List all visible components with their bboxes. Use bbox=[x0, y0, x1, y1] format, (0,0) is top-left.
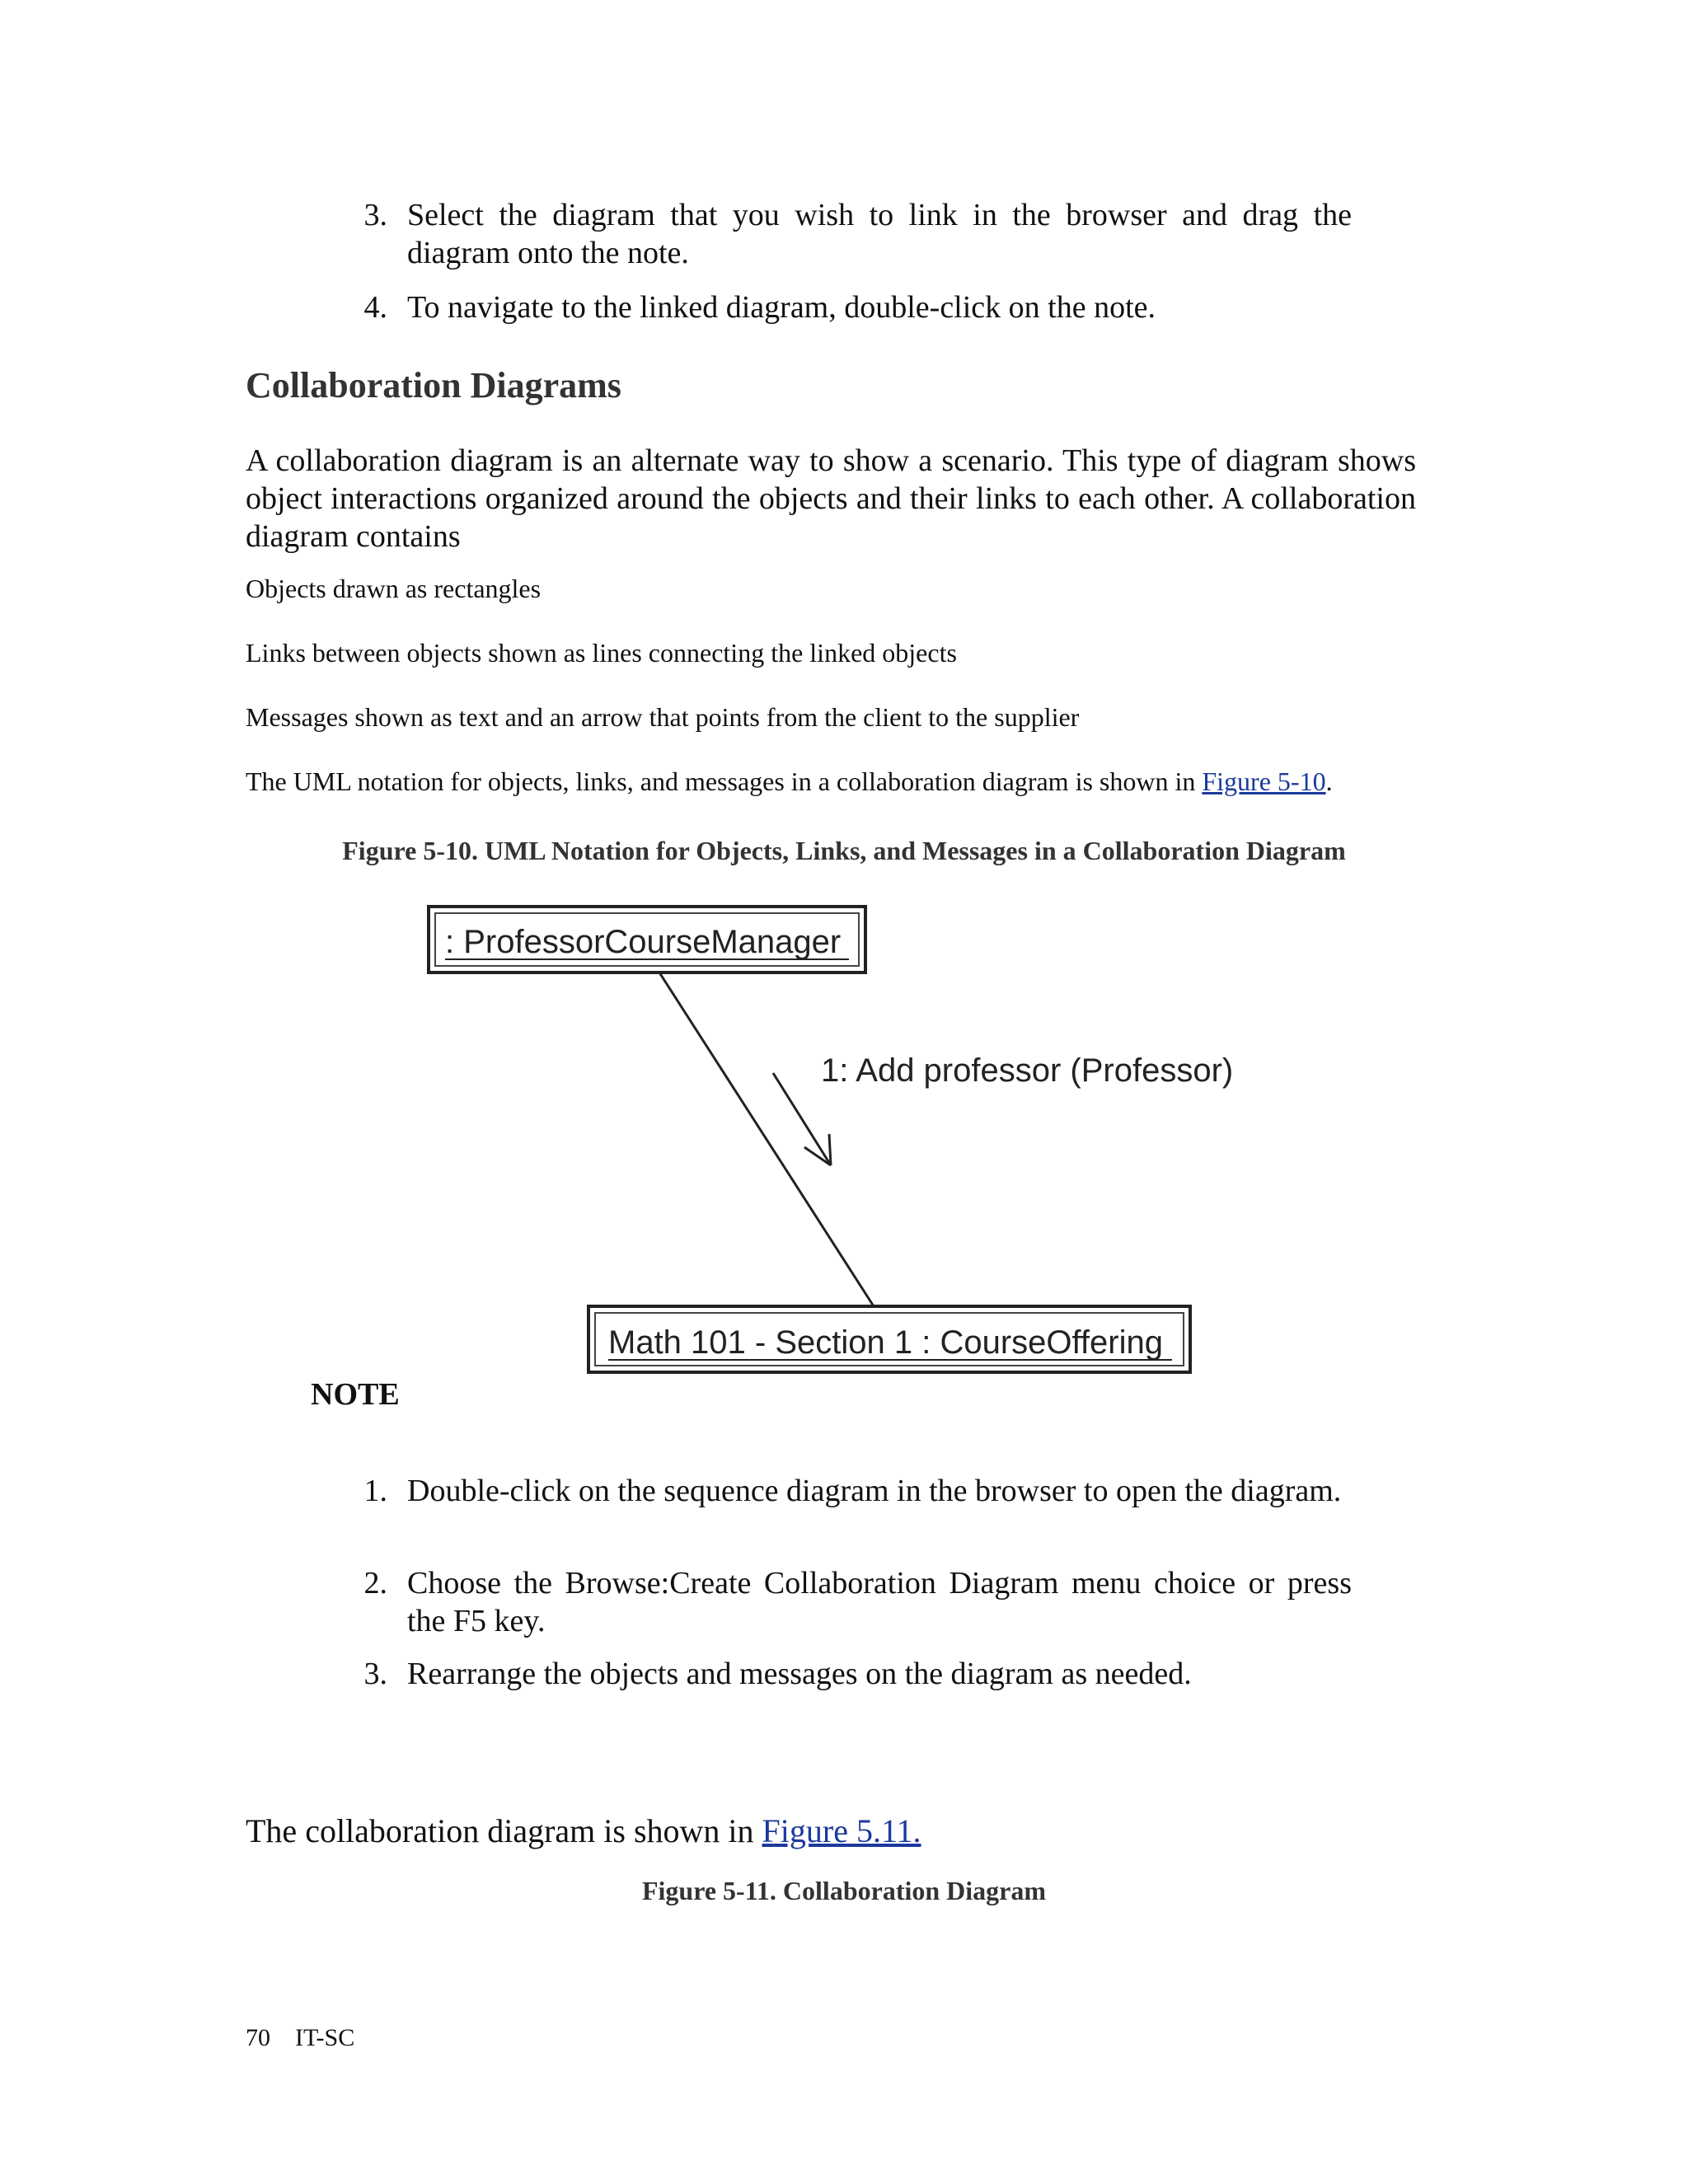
step-number: 3. bbox=[363, 198, 387, 232]
figure-5-11-caption: Figure 5-11. Collaboration Diagram bbox=[641, 1876, 1047, 1905]
page-number: 70 bbox=[246, 2024, 270, 2051]
object-top-label: : ProfessorCourseManager bbox=[445, 924, 842, 960]
message-label: 1: Add professor (Professor) bbox=[821, 1052, 1234, 1089]
step-text: To navigate to the linked diagram, double-click on the note. bbox=[407, 290, 1156, 325]
object-bottom-label: Math 101 - Section 1 : CourseOffering bbox=[608, 1324, 1163, 1361]
closing-sentence bbox=[246, 1811, 921, 1850]
bullet-messages: Messages shown as text and an arrow that points from the client to the supplier bbox=[246, 702, 1080, 732]
step-number: 4. bbox=[363, 290, 387, 325]
step-text: Select the diagram that you wish to link in the browser and drag the diagram onto the note. bbox=[407, 198, 1352, 270]
page-footer bbox=[246, 2024, 379, 2052]
notation-period: . bbox=[1325, 766, 1333, 796]
step-number: 2. bbox=[363, 1566, 387, 1601]
figure-5-10-caption: Figure 5-10. UML Notation for Objects, Links, and Messages in a Collaboration Diagram bbox=[342, 836, 1346, 865]
object-course-offering bbox=[588, 1306, 1190, 1372]
object-professor-course-manager bbox=[429, 907, 865, 972]
footer-label: IT-SC bbox=[295, 2024, 355, 2051]
step-number: 1. bbox=[363, 1474, 387, 1508]
notation-text: The UML notation for objects, links, and messages in a collaboration diagram is shown in bbox=[246, 766, 1196, 796]
closing-text: The collaboration diagram is shown in bbox=[246, 1812, 754, 1849]
step-text: Choose the Browse:Create Collaboration Diagram menu choice or press the F5 key. bbox=[407, 1566, 1352, 1638]
bullet-objects: Objects drawn as rectangles bbox=[246, 574, 542, 603]
intro-paragraph: A collaboration diagram is an alternate way to show a scenario. This type of diagram shows object interactions organized around the objects and their links to each other. A collaboration diagram contains bbox=[246, 443, 1416, 554]
figure-5-10-link[interactable]: Figure 5-10 bbox=[1202, 766, 1326, 796]
bullet-links: Links between objects shown as lines connecting the linked objects bbox=[246, 638, 957, 668]
step-text: Rearrange the objects and messages on the diagram as needed. bbox=[407, 1657, 1192, 1691]
note-label: NOTE bbox=[311, 1377, 400, 1412]
section-heading: Collaboration Diagrams bbox=[246, 365, 621, 405]
figure-5-11-link[interactable]: Figure 5.11. bbox=[762, 1812, 921, 1849]
link-line bbox=[659, 972, 874, 1306]
step-number: 3. bbox=[363, 1657, 387, 1691]
step-text: Double-click on the sequence diagram in the browser to open the diagram. bbox=[407, 1474, 1342, 1508]
